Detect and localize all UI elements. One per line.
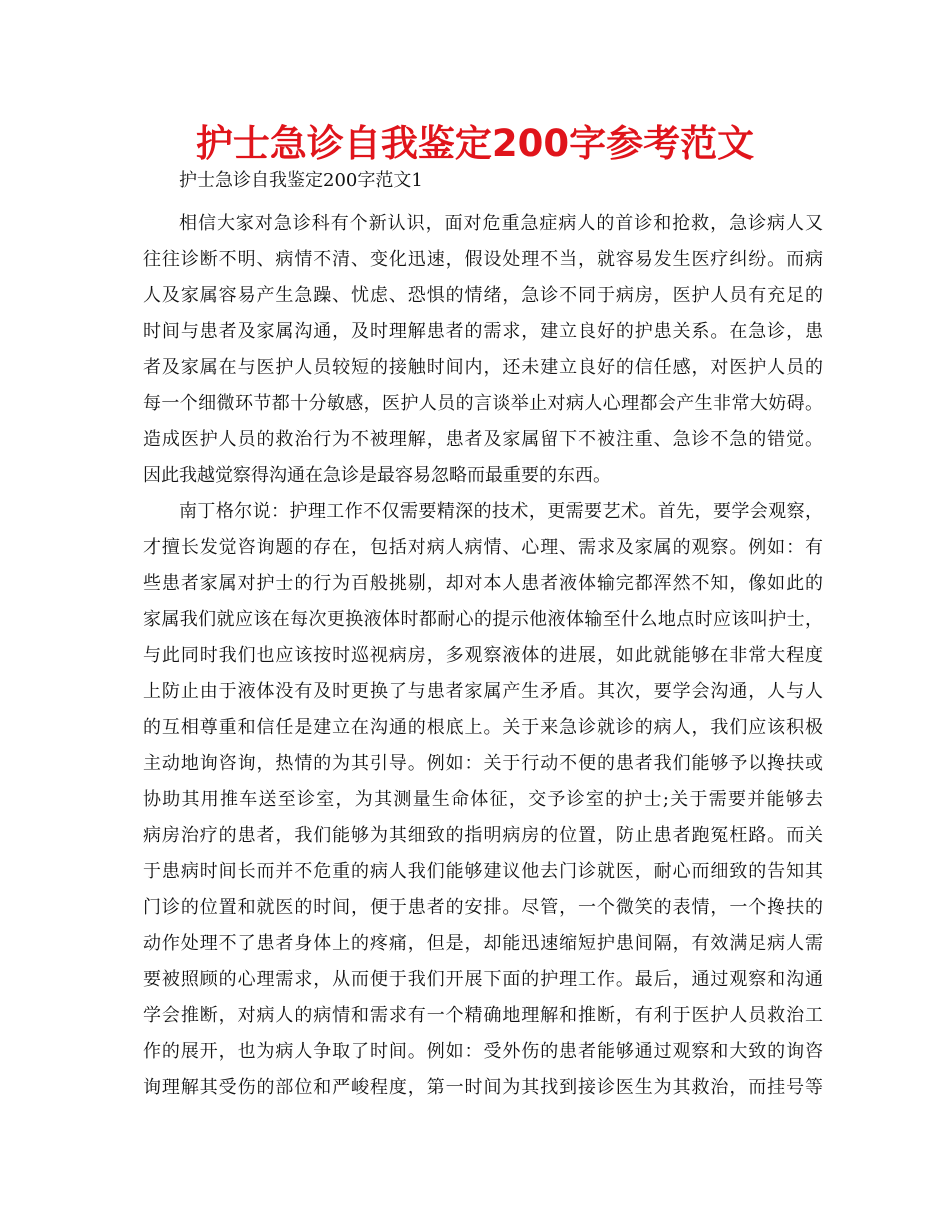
text-line: 门诊的位置和就医的时间，便于患者的安排。尽管，一个微笑的表情，一个搀扶的 <box>143 897 823 918</box>
text-line: 主动地询咨询，热情的为其引导。例如：关于行动不便的患者我们能够予以搀扶或 <box>143 753 823 774</box>
paragraph-1 <box>143 206 823 494</box>
text-line: 上防止由于液体没有及时更换了与患者家属产生矛盾。其次，要学会沟通，人与人 <box>143 681 823 702</box>
text-line: 的互相尊重和信任是建立在沟通的根底上。关于来急诊就诊的病人，我们应该积极 <box>143 717 823 738</box>
text-line: 时间与患者及家属沟通，及时理解患者的需求，建立良好的护患关系。在急诊，患 <box>143 321 823 342</box>
text-line: 作的展开，也为病人争取了时间。例如：受外伤的患者能够通过观察和大致的询咨 <box>143 1041 823 1062</box>
text-line: 学会推断，对病人的病情和需求有一个精确地理解和推断，有利于医护人员救治工 <box>143 1005 823 1026</box>
text-line: 家属我们就应该在每次更换液体时都耐心的提示他液体输至什么地点时应该叫护士， <box>143 609 823 630</box>
document-title: 护士急诊自我鉴定200字参考范文 <box>195 122 755 165</box>
text-line: 才擅长发觉咨询题的存在，包括对病人病情、心理、需求及家属的观察。例如：有 <box>143 537 823 558</box>
document-subtitle: 护士急诊自我鉴定200字范文1 <box>179 170 423 191</box>
text-line: 些患者家属对护士的行为百般挑剔，却对本人患者液体输完都浑然不知，像如此的 <box>143 573 823 594</box>
text-line: 相信大家对急诊科有个新认识，面对危重急症病人的首诊和抢救，急诊病人又 <box>179 213 823 234</box>
text-line: 询理解其受伤的部位和严峻程度，第一时间为其找到接诊医生为其救治，而挂号等 <box>143 1077 823 1098</box>
text-line: 南丁格尔说：护理工作不仅需要精深的技术，更需要艺术。首先，要学会观察， <box>179 501 823 522</box>
text-line: 协助其用推车送至诊室，为其测量生命体征，交予诊室的护士;关于需要并能够去 <box>143 789 823 810</box>
text-line: 每一个细微环节都十分敏感，医护人员的言谈举止对病人心理都会产生非常大妨碍。 <box>143 393 823 414</box>
text-line: 者及家属在与医护人员较短的接触时间内，还未建立良好的信任感，对医护人员的 <box>143 357 823 378</box>
text-line: 与此同时我们也应该按时巡视病房，多观察液体的进展，如此就能够在非常大程度 <box>143 645 823 666</box>
text-line: 于患病时间长而并不危重的病人我们能够建议他去门诊就医，耐心而细致的告知其 <box>143 861 823 882</box>
text-line: 病房治疗的患者，我们能够为其细致的指明病房的位置，防止患者跑冤枉路。而关 <box>143 825 823 846</box>
text-line: 造成医护人员的救治行为不被理解，患者及家属留下不被注重、急诊不急的错觉。 <box>143 429 823 450</box>
text-line: 动作处理不了患者身体上的疼痛，但是，却能迅速缩短护患间隔，有效满足病人需 <box>143 933 823 954</box>
document-body <box>143 166 823 1106</box>
text-line: 因此我越觉察得沟通在急诊是最容易忽略而最重要的东西。 <box>143 465 611 486</box>
text-line: 要被照顾的心理需求，从而便于我们开展下面的护理工作。最后，通过观察和沟通 <box>143 969 823 990</box>
paragraph-2 <box>143 494 823 1106</box>
text-line: 往往诊断不明、病情不清、变化迅速，假设处理不当，就容易发生医疗纠纷。而病 <box>143 249 823 270</box>
text-line: 人及家属容易产生急躁、忧虑、恐惧的情绪，急诊不同于病房，医护人员有充足的 <box>143 285 823 306</box>
